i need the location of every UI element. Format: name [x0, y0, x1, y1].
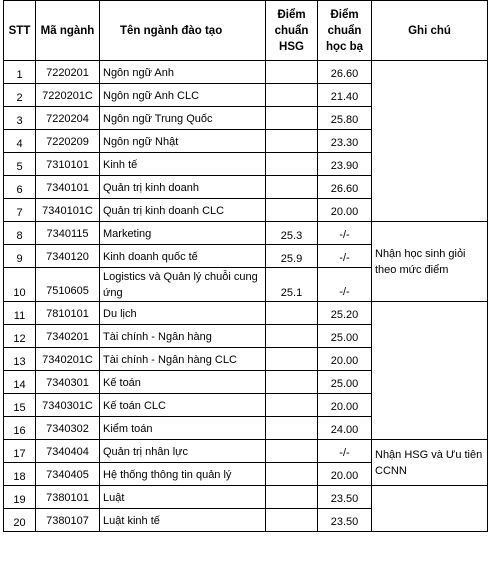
stt-cell: 5 [4, 153, 36, 176]
stt-cell: 9 [4, 245, 36, 268]
hocba-score-cell: 23.30 [318, 130, 372, 153]
major-name-cell: Kinh tế [100, 153, 266, 176]
table-body [4, 61, 488, 532]
major-name-cell: Ngôn ngữ Anh CLC [100, 84, 266, 107]
major-name-cell: Ngôn ngữ Anh [100, 61, 266, 84]
hocba-score-cell: 25.00 [318, 371, 372, 394]
major-name-cell: Kế toán [100, 371, 266, 394]
table-row [4, 302, 488, 325]
hsg-score-cell [266, 486, 318, 509]
table-row [4, 440, 488, 463]
major-code-cell: 7380101 [36, 486, 100, 509]
hsg-score-cell [266, 394, 318, 417]
hocba-score-cell: 20.00 [318, 348, 372, 371]
stt-cell: 14 [4, 371, 36, 394]
stt-cell: 12 [4, 325, 36, 348]
hsg-score-cell [266, 302, 318, 325]
hocba-score-cell: 23.90 [318, 153, 372, 176]
header-hocba: Điểm chuẩn học bạ [318, 1, 372, 61]
note-cell-empty [372, 486, 488, 532]
admission-scores-table [3, 0, 488, 532]
major-name-cell: Ngôn ngữ Trung Quốc [100, 107, 266, 130]
major-code-cell: 7340120 [36, 245, 100, 268]
hocba-score-cell: 25.20 [318, 302, 372, 325]
hsg-score-cell [266, 348, 318, 371]
major-code-cell: 7340101C [36, 199, 100, 222]
hsg-score-cell [266, 199, 318, 222]
major-name-cell: Kế toán CLC [100, 394, 266, 417]
major-code-cell: 7220201 [36, 61, 100, 84]
hocba-score-cell: 25.80 [318, 107, 372, 130]
note-cell-empty [372, 61, 488, 222]
hsg-score-cell [266, 371, 318, 394]
major-code-cell: 7340101 [36, 176, 100, 199]
hocba-score-cell: -/- [318, 268, 372, 302]
hocba-score-cell: -/- [318, 245, 372, 268]
major-name-cell: Logistics và Quản lý chuỗi cung ứng [100, 268, 266, 302]
stt-cell: 20 [4, 509, 36, 532]
major-code-cell: 7380107 [36, 509, 100, 532]
header-stt: STT [4, 1, 36, 61]
hsg-score-cell [266, 440, 318, 463]
hsg-score-cell: 25.9 [266, 245, 318, 268]
major-code-cell: 7510605 [36, 268, 100, 302]
hocba-score-cell: 26.60 [318, 176, 372, 199]
hsg-score-cell [266, 325, 318, 348]
hsg-score-cell: 25.3 [266, 222, 318, 245]
major-name-cell: Du lịch [100, 302, 266, 325]
major-code-cell: 7340115 [36, 222, 100, 245]
hsg-score-cell [266, 84, 318, 107]
hsg-score-cell [266, 153, 318, 176]
major-code-cell: 7340302 [36, 417, 100, 440]
table-row [4, 486, 488, 509]
hocba-score-cell: 25.00 [318, 325, 372, 348]
major-name-cell: Luật [100, 486, 266, 509]
stt-cell: 17 [4, 440, 36, 463]
major-code-cell: 7340405 [36, 463, 100, 486]
major-name-cell: Tài chính - Ngân hàng [100, 325, 266, 348]
major-name-cell: Tài chính - Ngân hàng CLC [100, 348, 266, 371]
major-code-cell: 7810101 [36, 302, 100, 325]
stt-cell: 4 [4, 130, 36, 153]
major-code-cell: 7220209 [36, 130, 100, 153]
stt-cell: 2 [4, 84, 36, 107]
hocba-score-cell: 20.00 [318, 199, 372, 222]
stt-cell: 7 [4, 199, 36, 222]
hsg-score-cell [266, 176, 318, 199]
header-note: Ghi chú [372, 1, 488, 61]
stt-cell: 19 [4, 486, 36, 509]
hocba-score-cell: -/- [318, 222, 372, 245]
hocba-score-cell: 21.40 [318, 84, 372, 107]
hsg-score-cell [266, 107, 318, 130]
major-name-cell: Quản trị kinh doanh [100, 176, 266, 199]
hsg-score-cell: 25.1 [266, 268, 318, 302]
hsg-score-cell [266, 130, 318, 153]
hsg-score-cell [266, 417, 318, 440]
major-code-cell: 7340404 [36, 440, 100, 463]
stt-cell: 15 [4, 394, 36, 417]
major-name-cell: Quản trị nhân lực [100, 440, 266, 463]
major-code-cell: 7310101 [36, 153, 100, 176]
stt-cell: 10 [4, 268, 36, 302]
hocba-score-cell: 20.00 [318, 463, 372, 486]
note-cell-hsg: Nhận học sinh giỏi theo mức điểm [372, 222, 488, 302]
stt-cell: 11 [4, 302, 36, 325]
hocba-score-cell: 24.00 [318, 417, 372, 440]
note-cell-ccnn: Nhận HSG và Ưu tiên CCNN [372, 440, 488, 486]
table-row [4, 222, 488, 245]
major-name-cell: Kiểm toán [100, 417, 266, 440]
major-name-cell: Kinh doanh quốc tế [100, 245, 266, 268]
hsg-score-cell [266, 509, 318, 532]
major-name-cell: Marketing [100, 222, 266, 245]
hocba-score-cell: 23.50 [318, 509, 372, 532]
header-name: Tên ngành đào tạo [100, 1, 266, 61]
major-name-cell: Ngôn ngữ Nhật [100, 130, 266, 153]
stt-cell: 13 [4, 348, 36, 371]
hocba-score-cell: 23.50 [318, 486, 372, 509]
table-row [4, 61, 488, 84]
stt-cell: 16 [4, 417, 36, 440]
major-code-cell: 7340201C [36, 348, 100, 371]
header-hsg: Điểm chuẩn HSG [266, 1, 318, 61]
major-code-cell: 7220201C [36, 84, 100, 107]
hsg-score-cell [266, 463, 318, 486]
hocba-score-cell: -/- [318, 440, 372, 463]
hocba-score-cell: 20.00 [318, 394, 372, 417]
hsg-score-cell [266, 61, 318, 84]
header-code: Mã ngành [36, 1, 100, 61]
stt-cell: 18 [4, 463, 36, 486]
header-row [4, 1, 488, 61]
major-name-cell: Quản trị kinh doanh CLC [100, 199, 266, 222]
note-cell-empty [372, 302, 488, 440]
stt-cell: 3 [4, 107, 36, 130]
stt-cell: 8 [4, 222, 36, 245]
major-code-cell: 7340301C [36, 394, 100, 417]
major-code-cell: 7220204 [36, 107, 100, 130]
major-code-cell: 7340301 [36, 371, 100, 394]
major-name-cell: Luật kinh tế [100, 509, 266, 532]
major-code-cell: 7340201 [36, 325, 100, 348]
major-name-cell: Hệ thống thông tin quản lý [100, 463, 266, 486]
stt-cell: 6 [4, 176, 36, 199]
stt-cell: 1 [4, 61, 36, 84]
hocba-score-cell: 26.60 [318, 61, 372, 84]
